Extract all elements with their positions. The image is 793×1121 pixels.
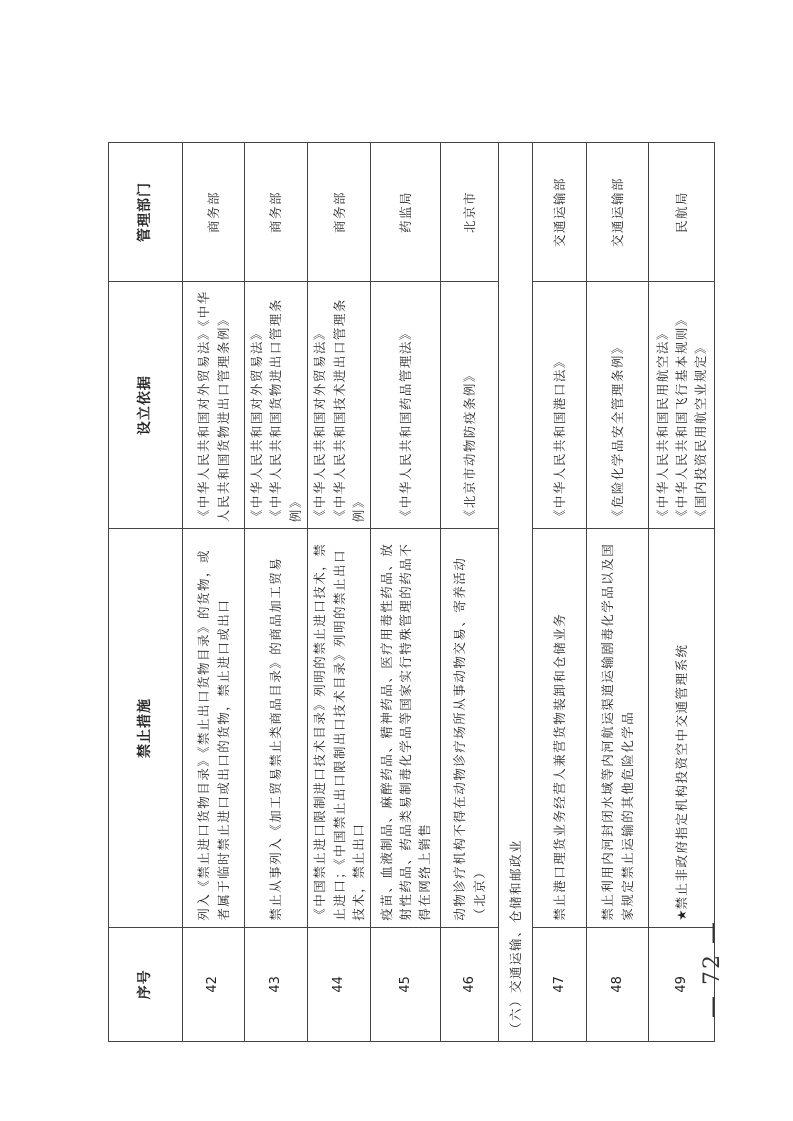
table-row bbox=[245, 143, 308, 1042]
header-row bbox=[109, 143, 183, 1042]
row-measure-text: 疫苗、血液制品、麻醉药品、精神药品、医疗用毒性药品、放射性药品、药品类易制毒化学品等国家实行特殊管理的药品不得在网络上销售 bbox=[378, 542, 433, 921]
section-title: （六）交通运输、仓储和邮政业 bbox=[499, 143, 533, 1042]
row-dept-text: 药监局 bbox=[398, 191, 414, 234]
row-basis bbox=[649, 282, 715, 529]
row-number-text: 47 bbox=[551, 976, 567, 993]
rotated-table-container bbox=[108, 142, 709, 1042]
row-measure-text: 禁止非政府指定机构投资空中交通管理系统 bbox=[674, 643, 690, 910]
row-basis-text: 《中华人民共和国对外贸易法》《中华人民共和国货物进出口管理条例》 bbox=[196, 290, 231, 523]
row-measure bbox=[649, 529, 715, 928]
row-dept-text: 交通运输部 bbox=[552, 177, 568, 248]
row-basis bbox=[533, 282, 587, 529]
section-row bbox=[499, 143, 533, 1042]
row-dept bbox=[533, 143, 587, 282]
header-basis: 设立依据 bbox=[109, 282, 183, 529]
header-no: 序号 bbox=[109, 927, 183, 1041]
row-dept bbox=[371, 143, 441, 282]
row-basis-text: 《中华人民共和国对外贸易法》 《中华人民共和国货物进出口管理条例》 bbox=[249, 298, 303, 523]
row-number bbox=[441, 927, 499, 1041]
row-dept-text: 商务部 bbox=[268, 191, 284, 234]
table-row bbox=[371, 143, 441, 1042]
header-dept: 管理部门 bbox=[109, 143, 183, 282]
row-number bbox=[308, 927, 371, 1041]
row-dept bbox=[308, 143, 371, 282]
row-measure-text: 禁止港口理货业务经营人兼营货物装卸和仓储业务 bbox=[552, 612, 568, 921]
row-basis bbox=[245, 282, 308, 529]
row-number-text: 45 bbox=[397, 976, 413, 993]
row-dept bbox=[183, 143, 245, 282]
row-number bbox=[183, 927, 245, 1041]
row-number bbox=[587, 927, 649, 1041]
table-row bbox=[183, 143, 245, 1042]
table-row bbox=[308, 143, 371, 1042]
row-number-text: 46 bbox=[461, 976, 477, 993]
row-basis bbox=[587, 282, 649, 529]
row-number bbox=[371, 927, 441, 1041]
row-dept-text: 商务部 bbox=[331, 191, 347, 234]
row-measure bbox=[371, 529, 441, 928]
row-basis bbox=[371, 282, 441, 529]
row-number-text: 42 bbox=[205, 976, 221, 993]
row-measure-text: 禁止从事列入《加工贸易禁止类商品目录》的商品加工贸易 bbox=[268, 556, 284, 921]
row-dept bbox=[441, 143, 499, 282]
row-number-text: 48 bbox=[609, 976, 625, 993]
row-dept-text: 北京市 bbox=[462, 191, 478, 234]
row-measure bbox=[183, 529, 245, 928]
row-basis-text: 《中华人民共和国民用航空法》 《中华人民共和国飞行基本规则》 《国内投资民用航空业规定》 bbox=[654, 312, 709, 523]
row-basis-text: 《危险化学品安全管理条例》 bbox=[610, 340, 626, 523]
row-dept bbox=[245, 143, 308, 282]
row-number bbox=[245, 927, 308, 1041]
table-row bbox=[441, 143, 499, 1042]
table-row bbox=[587, 143, 649, 1042]
row-measure-text: 列入《禁止进口货物目录》《禁止出口货物目录》的货物，或者属于临时禁止进口或出口的货物，禁止进口或出口 bbox=[196, 548, 231, 921]
star-icon: ★ bbox=[674, 909, 690, 921]
row-basis bbox=[183, 282, 245, 529]
row-number-text: 44 bbox=[331, 976, 347, 993]
prohibition-table bbox=[108, 142, 715, 1042]
row-dept-text: 民航局 bbox=[674, 191, 690, 234]
row-measure bbox=[245, 529, 308, 928]
row-number bbox=[533, 927, 587, 1041]
row-number-text: 49 bbox=[673, 976, 689, 993]
row-dept-text: 商务部 bbox=[205, 191, 221, 234]
row-dept-text: 交通运输部 bbox=[610, 177, 626, 248]
row-dept bbox=[587, 143, 649, 282]
row-measure bbox=[533, 529, 587, 928]
row-measure-text: 《中国禁止进口限制进口技术目录》列明的禁止进口技术，禁止进口；《中国禁止出口限制出口技术目录》列明的禁止出口技术，禁止出口 bbox=[312, 542, 366, 921]
row-number-text: 43 bbox=[267, 976, 283, 993]
row-measure-text: 动物诊疗机构不得在动物诊疗场所从事动物交易、寄养活动（北京） bbox=[452, 556, 487, 921]
row-basis bbox=[441, 282, 499, 529]
row-basis-text: 《中华人民共和国药品管理法》 bbox=[398, 326, 414, 523]
row-basis-text: 《北京市动物防疫条例》 bbox=[462, 368, 478, 523]
row-measure bbox=[308, 529, 371, 928]
row-basis bbox=[308, 282, 371, 529]
row-measure-text: 禁止利用内河封闭水域等内河航运渠道运输剧毒化学品以及国家规定禁止运输的其他危险化学品 bbox=[600, 542, 635, 921]
row-basis-text: 《中华人民共和国港口法》 bbox=[552, 354, 568, 523]
row-basis-text: 《中华人民共和国对外贸易法》 《中华人民共和国技术进出口管理条例》 bbox=[312, 298, 366, 523]
table-row bbox=[649, 143, 715, 1042]
row-measure bbox=[441, 529, 499, 928]
table-row bbox=[533, 143, 587, 1042]
row-dept bbox=[649, 143, 715, 282]
header-measure: 禁止措施 bbox=[109, 529, 183, 928]
row-measure bbox=[587, 529, 649, 928]
page-number: — 72 — bbox=[700, 920, 725, 1018]
